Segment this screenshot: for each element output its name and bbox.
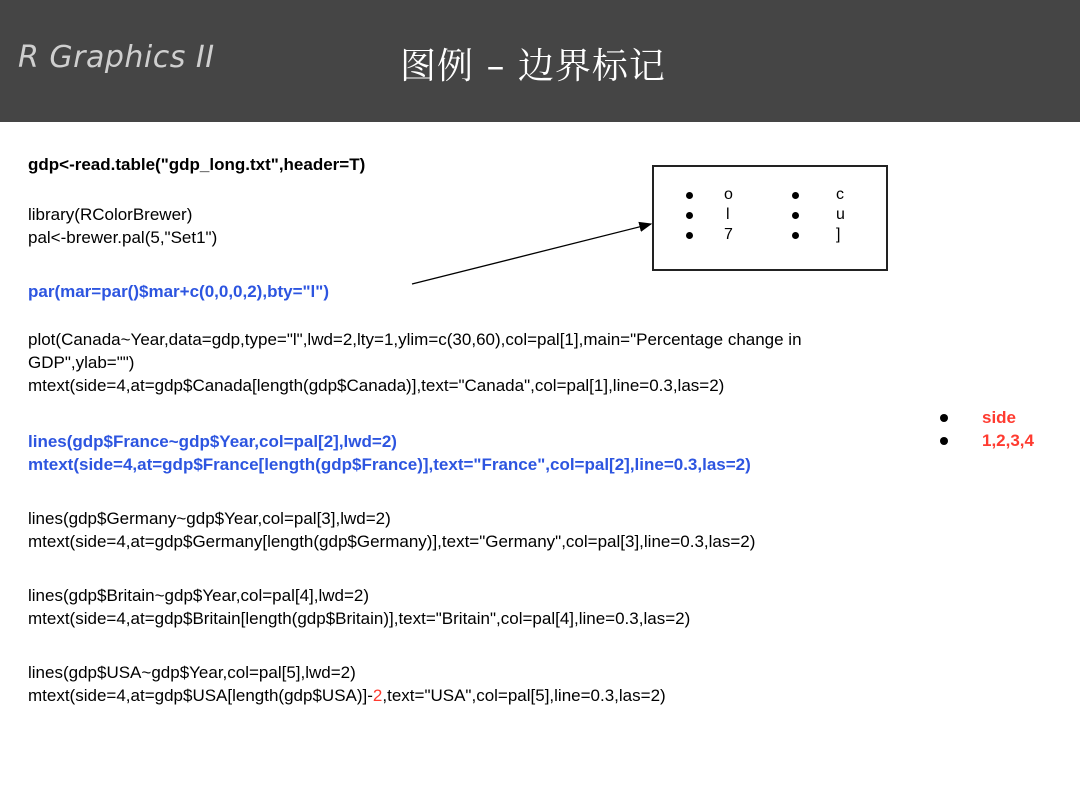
code-line-lines-france: lines(gdp$France~gdp$Year,col=pal[2],lwd=2) [28, 432, 397, 451]
code-line-mtext-france: mtext(side=4,at=gdp$France[length(gdp$France)],text="France",col=pal[2],line=0.3,las=2) [28, 455, 751, 474]
side-note: side [982, 408, 1017, 427]
code-usa-highlight: 2 [372, 686, 383, 705]
code-line-library: library(RColorBrewer) [28, 205, 193, 224]
code-line-mtext-canada: mtext(side=4,at=gdp$Canada[length(gdp$Canada)],text="Canada",col=pal[1],line=0.3,las=2) [28, 376, 725, 395]
code-usa-part-c: ,text="USA",col=pal[5],line=0.3,las=2) [382, 686, 666, 705]
bullet-icon [686, 212, 693, 219]
bullet-icon [686, 192, 693, 199]
code-usa-part-a: mtext(side=4,at=gdp$USA[length(gdp$USA)]- [28, 686, 373, 705]
slide-series-title: R Graphics II [18, 40, 215, 75]
bty-option: l [726, 206, 730, 223]
code-line-palette: pal<-brewer.pal(5,"Set1") [28, 228, 218, 247]
code-line-mtext-britain: mtext(side=4,at=gdp$Britain[length(gdp$Britain)],text="Britain",col=pal[4],line=0.3,las=2) [28, 609, 691, 628]
bty-option: u [836, 206, 845, 223]
bty-option: o [724, 186, 733, 203]
code-line-mtext-germany: mtext(side=4,at=gdp$Germany[length(gdp$Germany)],text="Germany",col=pal[3],line=0.3,las=2) [28, 532, 756, 551]
bullet-icon [940, 414, 948, 422]
bty-option: 7 [724, 226, 733, 243]
code-line-lines-germany: lines(gdp$Germany~gdp$Year,col=pal[3],lwd=2) [28, 509, 391, 528]
side-note-values: 1,2,3,4 [982, 431, 1034, 450]
code-line-read-table: gdp<-read.table("gdp_long.txt",header=T) [28, 155, 366, 174]
bullet-icon [792, 232, 799, 239]
bty-option: ] [836, 226, 841, 243]
code-line-lines-usa: lines(gdp$USA~gdp$Year,col=pal[5],lwd=2) [28, 663, 356, 682]
code-line-lines-britain: lines(gdp$Britain~gdp$Year,col=pal[4],lwd=2) [28, 586, 370, 605]
code-line-par: par(mar=par()$mar+c(0,0,0,2),bty="l") [28, 282, 329, 301]
code-line-plot: plot(Canada~Year,data=gdp,type="l",lwd=2,lty=1,ylim=c(30,60),col=pal[1],main="Percentage change in [28, 330, 802, 349]
bullet-icon [792, 192, 799, 199]
bty-legend-box [652, 165, 888, 271]
bty-option: c [836, 186, 844, 203]
slide-title: 图例 – 边界标记 [400, 46, 666, 87]
code-line-plot-cont: GDP",ylab="") [28, 353, 135, 372]
bullet-icon [686, 232, 693, 239]
bullet-icon [792, 212, 799, 219]
bullet-icon [940, 437, 948, 445]
